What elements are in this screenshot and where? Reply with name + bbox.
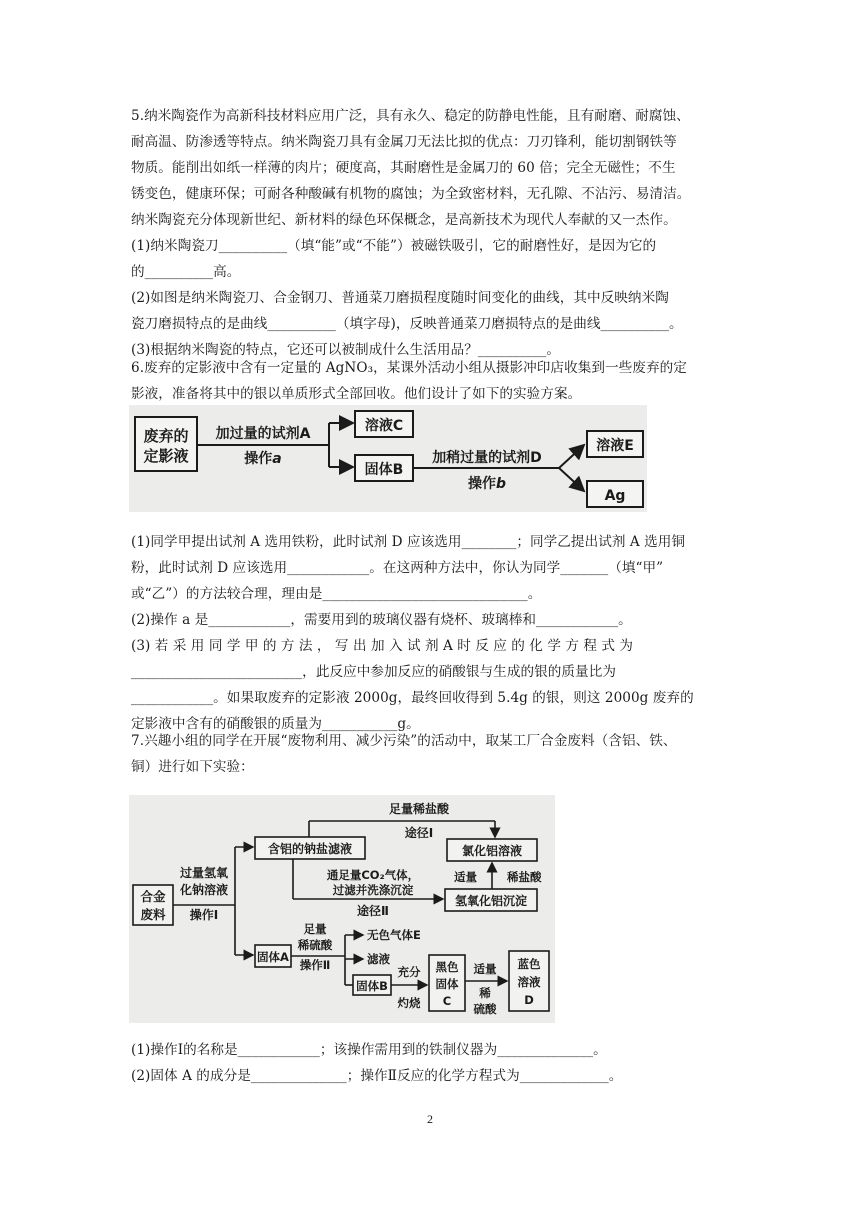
black-solid-label-3: C <box>442 994 452 1008</box>
question-7-intro <box>131 728 731 780</box>
proper-h2so4-label: 适量 <box>473 962 497 976</box>
q6-subquestion-1-cont: 粉，此时试剂 D 应该选用____________。在这两种方法中，你认为同学_______（填“甲” <box>131 560 664 576</box>
operation-2-label: 操作Ⅱ <box>299 958 331 972</box>
q7-subquestion-1: (1)操作Ⅰ的名称是____________；该操作需用到的铁制仪器为______________。 <box>131 1042 607 1058</box>
blue-solution-label: 蓝色 <box>517 957 541 971</box>
burn-label: 充分 <box>397 965 421 979</box>
question-6-subquestions <box>131 529 731 737</box>
aluminum-filtrate-label: 含铝的钠盐滤液 <box>267 842 353 856</box>
black-solid-label-2: 固体 <box>435 977 459 991</box>
q7-subquestion-2: (2)固体 A 的成分是______________；操作Ⅱ反应的化学方程式为_____________。 <box>131 1068 623 1084</box>
reagent-a-label: 加过量的试剂A <box>215 426 311 442</box>
flow-arrow <box>559 445 584 468</box>
co2-label: 通足量CO₂气体， <box>326 868 420 882</box>
q6-intro-line: 6.废弃的定影液中含有一定量的 AgNO₃，某课外活动小组从摄影冲印店收集到一些废弃的定 <box>131 360 687 376</box>
h2so4-label: 足量 <box>303 922 327 936</box>
co2-label-2: 过滤并洗涤沉淀 <box>332 883 414 897</box>
solution-c-label: 溶液C <box>364 418 404 434</box>
waste-label: 废弃的 <box>143 427 189 445</box>
operation-b-label: 操作b <box>467 476 507 492</box>
q7-intro-line: 7.兴趣小组的同学在开展“废物利用、减少污染”的活动中，取某工厂合金废料（含铝、铁、 <box>131 733 677 749</box>
q5-subquestion-1: (1)纳米陶瓷刀__________（填“能”或“不能”）被磁铁吸引，它的耐磨性好，是因为它的 <box>131 238 657 254</box>
solid-b-label: 固体B <box>364 462 404 478</box>
q5-line: 纳米陶瓷充分体现新世纪、新材料的绿色环保概念，是高新技术为现代人奉献的又一杰作。 <box>131 212 677 228</box>
q5-subquestion-1-cont: 的__________高。 <box>131 264 241 280</box>
q5-line: 锈变色，健康环保；可耐各种酸碱有机物的腐蚀；为全致密材料，无孔隙、不沾污、易清洁。 <box>131 186 691 202</box>
blue-solution-label-2: 溶液 <box>517 975 541 989</box>
solution-e-label: 溶液E <box>596 438 634 454</box>
filtrate-2-label: 滤液 <box>367 952 390 966</box>
q6-subquestion-3-cont: _________________________，此反应中参加反应的硝酸银与生成的银的质量比为 <box>131 664 616 680</box>
alloy-waste-flow-diagram <box>129 795 555 1023</box>
q5-subquestion-2: (2)如图是纳米陶瓷刀、合金钢刀、普通菜刀磨损程度随时间变化的曲线，其中反映纳米陶 <box>131 290 669 306</box>
q6-intro-line: 影液，准备将其中的银以单质形式全部回收。他们设计了如下的实验方案。 <box>131 386 582 402</box>
proper-h2so4-label-2: 稀 <box>479 986 491 1000</box>
q5-line: 物质。能削出如纸一样薄的肉片；硬度高，其耐磨性是金属刀的 60 倍；完全无磁性；不生 <box>131 160 676 176</box>
silver-recovery-flow-diagram <box>129 405 647 512</box>
black-solid-label: 黑色 <box>435 960 459 974</box>
naoh-label: 过量氢氧 <box>179 866 229 880</box>
flow-arrow <box>559 468 584 491</box>
q7-intro-line: 铜）进行如下实验： <box>131 759 254 775</box>
naoh-label-2: 化钠溶液 <box>179 883 229 897</box>
q5-subquestion-3: (3)根据纳米陶瓷的特点，它还可以被制成什么生活用品？__________。 <box>131 342 560 358</box>
concentrated-hcl-label: 足量稀盐酸 <box>388 802 450 816</box>
question-7-subquestions <box>131 1037 731 1089</box>
blue-solution-label-3: D <box>524 993 534 1007</box>
solid-a-label: 固体A <box>257 950 289 964</box>
route-1-label: 途径Ⅰ <box>404 826 434 840</box>
page-number: 2 <box>427 1112 433 1126</box>
proper-h2so4-label-3: 硫酸 <box>473 1002 497 1016</box>
operation-1-label: 操作Ⅰ <box>189 908 219 922</box>
q5-line: 5.纳米陶瓷作为高新科技材料应用广泛，具有永久、稳定的防静电性能，且有耐磨、耐腐蚀、 <box>131 108 690 124</box>
question-6-intro <box>131 355 731 407</box>
q6-subquestion-1-cont: 或“乙”）的方法较合理，理由是______________________________。 <box>131 586 542 602</box>
aluminum-hydroxide-label: 氢氧化铝沉淀 <box>454 894 528 908</box>
silver-label: Ag <box>604 488 626 504</box>
q6-subquestion-3-cont: ____________。如果取废弃的定影液 2000g，最终回收得到 5.4g 的银，则这 2000g 废弃的 <box>131 690 694 706</box>
alloy-label-2: 废料 <box>140 907 166 922</box>
question-5 <box>131 103 731 363</box>
alloy-label: 合金 <box>140 889 166 904</box>
operation-a-label: 操作a <box>244 451 282 467</box>
q6-subquestion-3: (3) 若 采 用 同 学 甲 的 方 法 ， 写 出 加 入 试 剂 A 时 反 应 的 化 学 方 程 式 为 <box>131 638 634 654</box>
solid-b-label: 固体B <box>356 979 388 993</box>
q6-subquestion-3-cont: 定影液中含有的硝酸银的质量为___________g。 <box>131 716 420 732</box>
dilute-hcl-label: 稀盐酸 <box>507 870 542 884</box>
waste-label-2: 定影液 <box>143 447 189 465</box>
reagent-d-label: 加稍过量的试剂D <box>432 450 542 466</box>
q5-subquestion-2-cont: 瓷刀磨损特点的是曲线__________（填字母)，反映普通菜刀磨损特点的是曲线__________。 <box>131 316 683 332</box>
route-2-label: 途径Ⅱ <box>357 904 389 918</box>
aluminum-chloride-label: 氯化铝溶液 <box>461 844 523 858</box>
q6-subquestion-2: (2)操作 a 是____________，需要用到的玻璃仪器有烧杯、玻璃棒和____________。 <box>131 612 632 628</box>
q5-line: 耐高温、防渗透等特点。纳米陶瓷刀具有金属刀无法比拟的优点：刀刃锋利，能切割钢铁等 <box>131 134 677 150</box>
q6-subquestion-1: (1)同学甲提出试剂 A 选用铁粉，此时试剂 D 应该选用________；同学乙提出试剂 A 选用铜 <box>131 534 686 550</box>
gas-e-label: 无色气体E <box>367 928 421 942</box>
h2so4-label-2: 稀硫酸 <box>297 938 333 952</box>
burn-label-2: 灼烧 <box>397 996 421 1010</box>
proper-amount-label: 适量 <box>454 870 477 884</box>
